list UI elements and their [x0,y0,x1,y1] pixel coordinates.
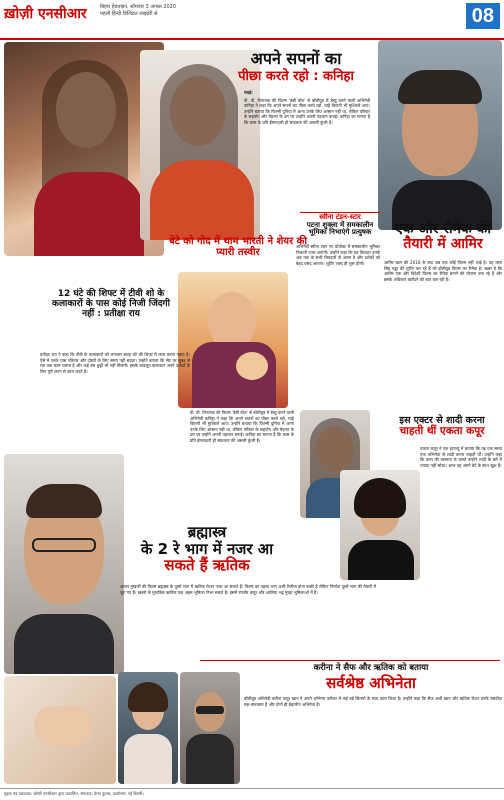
kaniha-headline-line1: अपने सपनों का [250,49,342,68]
kaniha-article [244,90,370,210]
ekta-photo [340,470,420,580]
swina-headline-line2: पटना शुक्ला में समकालीन [306,220,374,229]
masthead-date: बिहार हेडलाइन, सोमवार 3 अगस्त 2020 [100,4,177,10]
kareena-article: बॉलीवुड अभिनेत्री करीना कपूर खान ने अपने अभिनय करियर में कई बड़े सितारों के साथ काम किया है। उन्होंने कहा कि सैफ अली खान और ऋतिक रोशन उनके पसंदीदा सह-कलाकार हैं और दोनों ही बेहतरीन अभिनेता हैं। [244,696,502,707]
swina-headline-line3: भूमिका निभाएंगे प्रत्युषक [308,228,372,237]
hrithik-headline [112,524,302,574]
kareena-headline-line2: सर्वश्रेष्ठ अभिनेता [326,674,416,693]
kaniha-byline: मंबई। [244,90,253,95]
ekta-article: एकता कपूर ने एक इंटरव्यू में बताया कि वह एक समय एक अभिनेता से शादी करना चाहती थीं। उन्होंने कहा कि काम की व्यस्तता के चलते उन्होंने शादी के बारे में ज्यादा नहीं सोचा। आज वह अपने बेटे के साथ खुश हैं। [420,446,502,468]
hand-photo [4,676,116,784]
aamir-headline-line1: एक और रीमेक की [394,221,492,237]
swina-article: अभिनेत्री स्वीना टंडन नए प्रोजेक्ट में समकालीन भूमिका निभाती नजर आएंगी। उन्होंने कहा कि यह किरदार उनके अब तक के सभी किरदारों से अलग है और दर्शकों को बेहद पसंद आएगा। शूटिंग जल्द ही शुरू होगी। [296,244,380,266]
hrithik-headline-line3: सकते हैं ऋतिक [164,556,250,574]
pratiksha-article: प्रतीक्षा राय ने कहा कि टीवी के कलाकारों को लगातार बारह घंटे की शिफ्ट में काम करना पड़ता है। ऐसे में उनके पास परिवार और दोस्तों के लिए समय नहीं बचता। उन्होंने बताया कि सेट पर सुबह से रात तक काम चलता है और कई बार छुट्टी भी नहीं मिलती। इसके बावजूद कलाकार अपने दर्शकों के लिए पूरी लगन से काम करते हैं। [40,352,190,374]
hrithik-article: अयान मुखर्जी की फिल्म ब्रह्मास्त्र के दूसरे भाग में ऋतिक रोशन नजर आ सकते हैं। फिल्म का पहला भाग अभी रिलीज होना बाकी है लेकिन निर्माता दूसरे भाग की तैयारी में जुट गए हैं। खबरों के मुताबिक ऋतिक एक अहम भूमिका निभा सकते हैं। इसमें रणबीर कपूर और आलिया भट्ट मुख्य भूमिकाओं में हैं। [120,584,376,595]
ekta-headline-line2: चाहती थीं एकता कपूर [399,425,485,438]
kareena-rule [200,660,500,661]
aamir-photo [378,40,502,230]
kareena-photo [118,672,178,784]
pratiksha-headline: 12 घंटे की शिफ्ट में टीवी शो के कलाकारों के पास कोई निजी जिंदगी नहीं : प्रतीक्षा राय [52,289,170,319]
aamir-headline [384,222,502,253]
hrithik-headline-line1: ब्रह्मास्त्र [187,523,227,541]
saif-photo [180,672,240,784]
hrithik-headline-line2: के 2 रे भाग में नजर आ [140,539,274,558]
footer-imprint: मुद्रक एवं प्रकाशक: खोज़ी एनसीआर द्वारा प्रकाशित, संपादक: हेमंत कुमार, कार्यालय: नई दिल्ली। [0,788,504,800]
hrithik-photo [4,454,124,674]
kaniha-headline [216,50,376,84]
swina-headline-line1: स्वीना टंडन-स्टार [319,213,361,221]
kaniha-headline-line2: पीछा करते रहो : कनिहा [238,68,354,84]
masthead-edition: पहली हिन्दी डिजिटल लाइव्रेरी से [100,11,158,17]
masthead-meta [100,4,176,18]
kareena-headline [240,664,502,692]
page-number: 08 [466,3,500,29]
bharti-headline: बेटे को गोद में थाम भारती ने शेयर की प्यारी तस्वीर [169,236,307,258]
kaniha-body: वी. वी. विनायक की फिल्म 'बेबी डॉल' से बॉलीवुड में डेब्यू करने वाली अभिनेत्री कनिहा ने कहा कि अपने सपनों का पीछा करते रहो, चाहे कितनी भी मुश्किलें आएं। उन्होंने बताया कि फिल्मी दुनिया में आना उनके लिए आसान नहीं था, लेकिन परिवार के सहयोग और मेहनत के दम पर उन्होंने अपनी पहचान बनाई। कनिहा का मानना है कि काम के प्रति ईमानदारी ही सफलता की असली कुंजी है। [244,97,370,125]
bharti-painting [178,272,288,408]
aamir-headline-line2: तैयारी में आमिर [403,236,483,253]
center-article-continued: वी. वी. विनायक की फिल्म 'बेबी डॉल' से बॉलीवुड में डेब्यू करने वाली अभिनेत्री कनिहा ने कहा कि अपने सपनों का पीछा करते रहो, चाहे कितनी भी मुश्किलें आएं। उन्होंने बताया कि फिल्मी दुनिया में आना उनके लिए आसान नहीं था, लेकिन परिवार के सहयोग और मेहनत के दम पर उन्होंने अपनी पहचान बनाई। कनिहा का मानना है कि काम के प्रति ईमानदारी ही सफलता की असली कुंजी है। [190,410,294,443]
newspaper-logo: ख़ोज़ी एनसीआर [4,6,87,22]
swina-headline [296,214,384,237]
ekta-headline-line1: इस एक्टर से शादी करना [399,415,485,426]
ekta-headline [382,416,502,438]
aamir-article: आमिर खान की 2018 के बाद अब तक कोई फिल्म नहीं आई है। वह लाल सिंह चड्ढा की शूटिंग कर रहे हैं जो हॉलीवुड फिल्म का रीमेक है। खबर है कि आमिर एक और विदेशी फिल्म का रीमेक बनाने की योजना बना रहे हैं और इसके अधिकार खरीदने की बात चल रही है। [384,260,502,282]
kareena-headline-line1: करीना ने सैफ और ऋतिक को बताया [313,663,429,673]
